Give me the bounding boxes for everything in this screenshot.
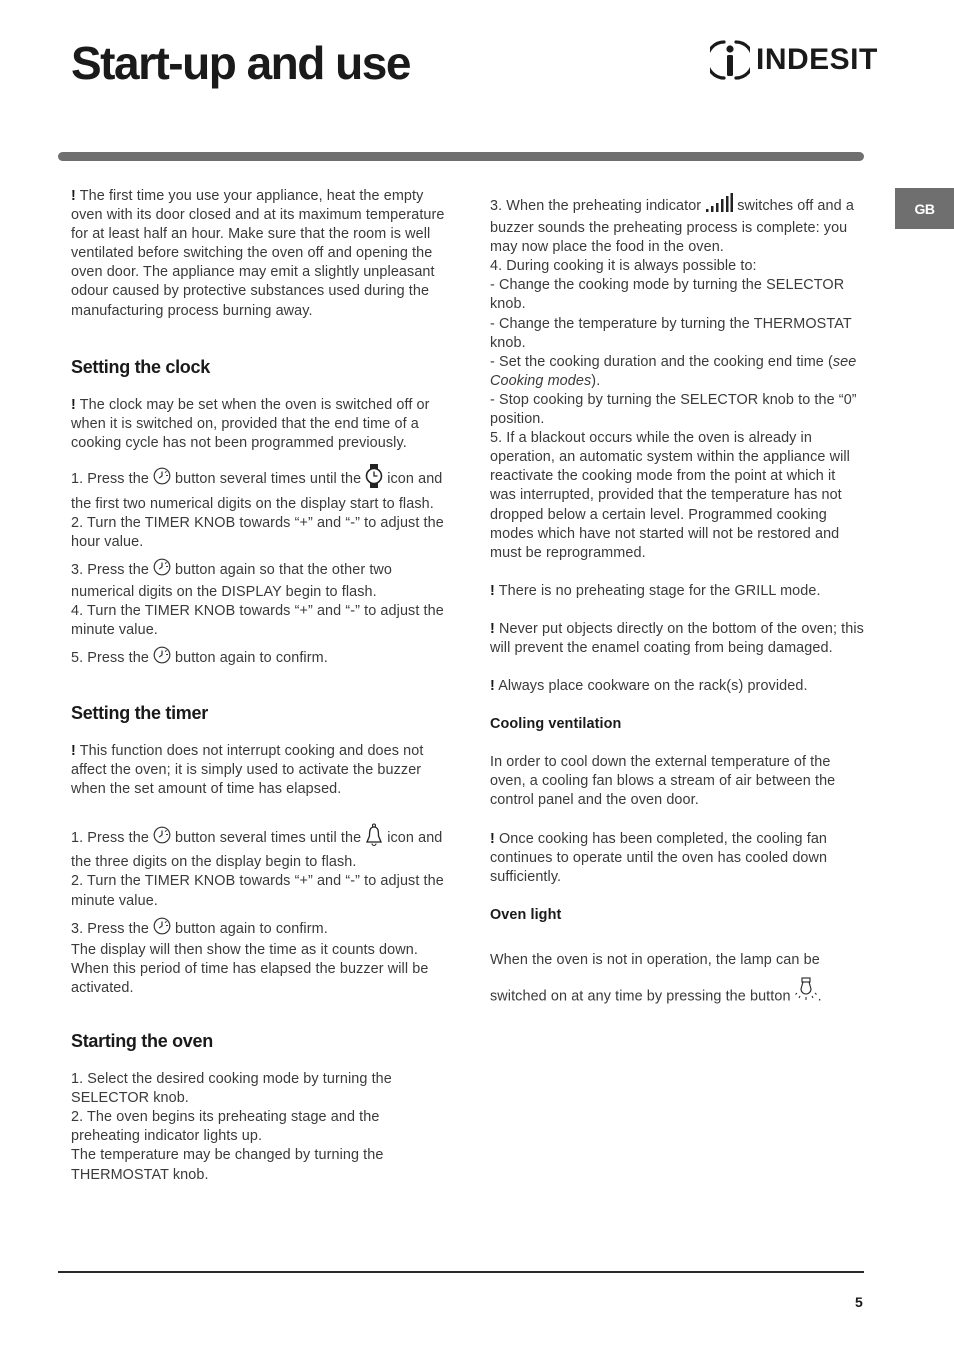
start-step-1: 1. Select the desired cooking mode by turning the SELECTOR knob. — [71, 1071, 392, 1107]
lamp-icon — [795, 977, 817, 1016]
clock-step-4: 4. Turn the TIMER KNOB towards “+” and “-” to adjust the minute value. — [71, 602, 444, 638]
warning-mark: ! — [71, 396, 76, 413]
start-step-2: 2. The oven begins its preheating stage and the preheating indicator lights up. — [71, 1109, 380, 1145]
clock-step-3: 3. Press the button again so that the other two numerical digits on the DISPLAY begin to flash. — [71, 558, 447, 601]
clock-button-icon — [153, 467, 171, 491]
watch-icon — [365, 463, 383, 495]
clock-button-icon — [153, 826, 171, 850]
clock-step-1: 1. Press the button several times until the icon and the first two numerical digits on the display start to flash. — [71, 463, 447, 514]
page-number: 5 — [855, 1294, 863, 1310]
indesit-logo-icon — [710, 38, 750, 82]
warning-mark: ! — [490, 678, 495, 695]
start-step-4: 4. During cooking it is always possible to: — [490, 258, 757, 275]
cooling-note: ! Once cooking has been completed, the cooling fan continues to operate until the oven has cooled down sufficiently. — [490, 830, 828, 885]
right-column — [490, 193, 864, 1016]
cooking-modes-reference: see Cooking modes — [490, 353, 857, 389]
timer-step-1: 1. Press the button several times until the icon and the three digits on the display begin to flash. — [71, 823, 447, 872]
step-4-option-duration: - Set the cooking duration and the cooking end time (see Cooking modes). — [490, 353, 857, 389]
section-heading-clock: Setting the clock — [71, 356, 210, 377]
start-step-3: 3. When the preheating indicator switches off and a buzzer sounds the preheating process is complete: you may now place the food in the oven. — [490, 193, 864, 257]
cookware-note: ! Always place cookware on the rack(s) provided. — [490, 678, 808, 695]
header-rule — [58, 152, 864, 161]
timer-countdown-text: The display will then show the time as it counts down. When this period of time has elapsed the buzzer will be activated. — [71, 941, 429, 996]
timer-step-2: 2. Turn the TIMER KNOB towards “+” and “-” to adjust the minute value. — [71, 873, 444, 909]
step-4-option-mode: - Change the cooking mode by turning the SELECTOR knob. — [490, 277, 845, 313]
clock-step-2: 2. Turn the TIMER KNOB towards “+” and “-” to adjust the hour value. — [71, 515, 444, 551]
left-column — [71, 187, 447, 1185]
timer-step-3: 3. Press the button again to confirm. — [71, 917, 447, 941]
section-heading-start: Starting the oven — [71, 1031, 213, 1051]
warning-mark: ! — [490, 830, 495, 847]
section-heading-light: Oven light — [490, 906, 562, 923]
preheating-indicator-icon — [705, 193, 733, 219]
indesit-logo — [710, 38, 878, 82]
cooling-text: In order to cool down the external temperature of the oven, a cooling fan blows a stream of air between the control panel and the oven door. — [490, 754, 836, 809]
page-title: Start-up and use — [71, 37, 410, 89]
clock-step-5: 5. Press the button again to confirm. — [71, 646, 447, 670]
grill-note: ! There is no preheating stage for the GRILL mode. — [490, 582, 821, 599]
step-4-option-temperature: - Change the temperature by turning the THERMOSTAT knob. — [490, 315, 852, 351]
section-heading-timer: Setting the timer — [71, 702, 208, 723]
section-heading-cooling: Cooling ventilation — [490, 716, 622, 733]
clock-note: ! The clock may be set when the oven is switched off or when it is switched on, provided that the end time of a cooking cycle has not been programmed previously. — [71, 396, 430, 451]
warning-mark: ! — [490, 620, 495, 637]
clock-button-icon — [153, 646, 171, 670]
step-4-option-stop: - Stop cooking by turning the SELECTOR knob to the “0” position. — [490, 391, 857, 428]
start-step-5: 5. If a blackout occurs while the oven is already in operation, an automatic system within the appliance will reactivate the cooking mode from the point at which it was interrupted, provided that the temperature has not dropped below a certain level. Programmed cooking modes which have not started will not be restored and must be reprogrammed. — [490, 430, 850, 561]
start-temperature-text: The temperature may be changed by turning the THERMOSTAT knob. — [71, 1147, 384, 1183]
intro-note: ! The first time you use your appliance, heat the empty oven with its door closed and at its maximum temperature for at least half an hour. Make sure that the room is well ventilated before switching the oven off and opening the oven door. The appliance may emit a slightly unpleasant odour caused by protective substances used during the manufacturing process burning away. — [71, 188, 445, 319]
clock-button-icon — [153, 558, 171, 582]
objects-note: ! Never put objects directly on the bottom of the oven; this will prevent the enamel coating from being damaged. — [490, 620, 864, 656]
clock-button-icon — [153, 917, 171, 941]
language-tab: GB — [895, 188, 954, 229]
warning-mark: ! — [71, 742, 76, 759]
brand-name: INDESIT — [756, 43, 878, 76]
oven-light-text: When the oven is not in operation, the lamp can be switched on at any time by pressing the button . — [490, 944, 864, 1016]
footer-rule — [58, 1271, 864, 1273]
bell-icon — [365, 823, 383, 853]
warning-mark: ! — [71, 188, 76, 204]
timer-note: ! This function does not interrupt cooking and does not affect the oven; it is simply used to activate the buzzer when the set amount of time has elapsed. — [71, 742, 424, 798]
warning-mark: ! — [490, 582, 495, 599]
